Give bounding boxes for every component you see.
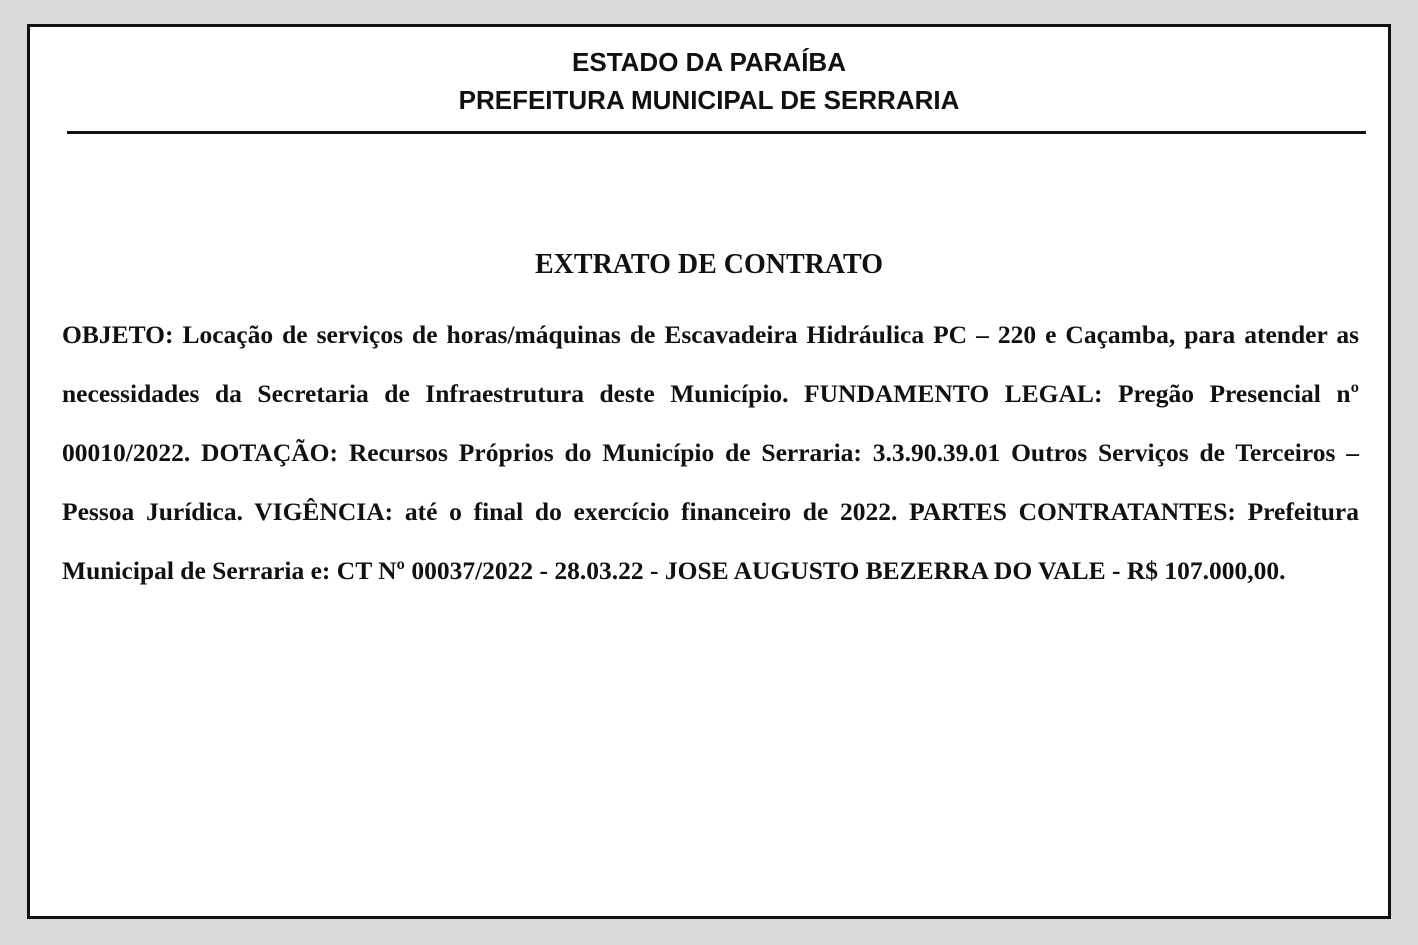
- document-header: [30, 43, 1388, 119]
- document-frame: [27, 24, 1391, 919]
- header-municipality: PREFEITURA MUNICIPAL DE SERRARIA: [458, 85, 960, 115]
- contract-extract-body: OBJETO: Locação de serviços de horas/máquinas de Escavadeira Hidráulica PC – 220 e Caçamba, para atender as necessidades da Secretaria de Infraestrutura deste Município. FUNDAMENTO LEGAL: Pregão Presencial nº 00010/2022. DOTAÇÃO: Recursos Próprios do Município de Serraria: 3.3.90.39.01 Outros Serviços de Terceiros – Pessoa Jurídica. VIGÊNCIA: até o final do exercício financeiro de 2022. PARTES CONTRATANTES: Prefeitura Municipal de Serraria e: CT Nº 00037/2022 - 28.03.22 - JOSE AUGUSTO BEZERRA DO VALE - R$ 107.000,00.: [62, 320, 1359, 585]
- header-state: ESTADO DA PARAÍBA: [572, 47, 846, 77]
- header-divider: [67, 131, 1366, 134]
- document-title: EXTRATO DE CONTRATO: [535, 249, 883, 280]
